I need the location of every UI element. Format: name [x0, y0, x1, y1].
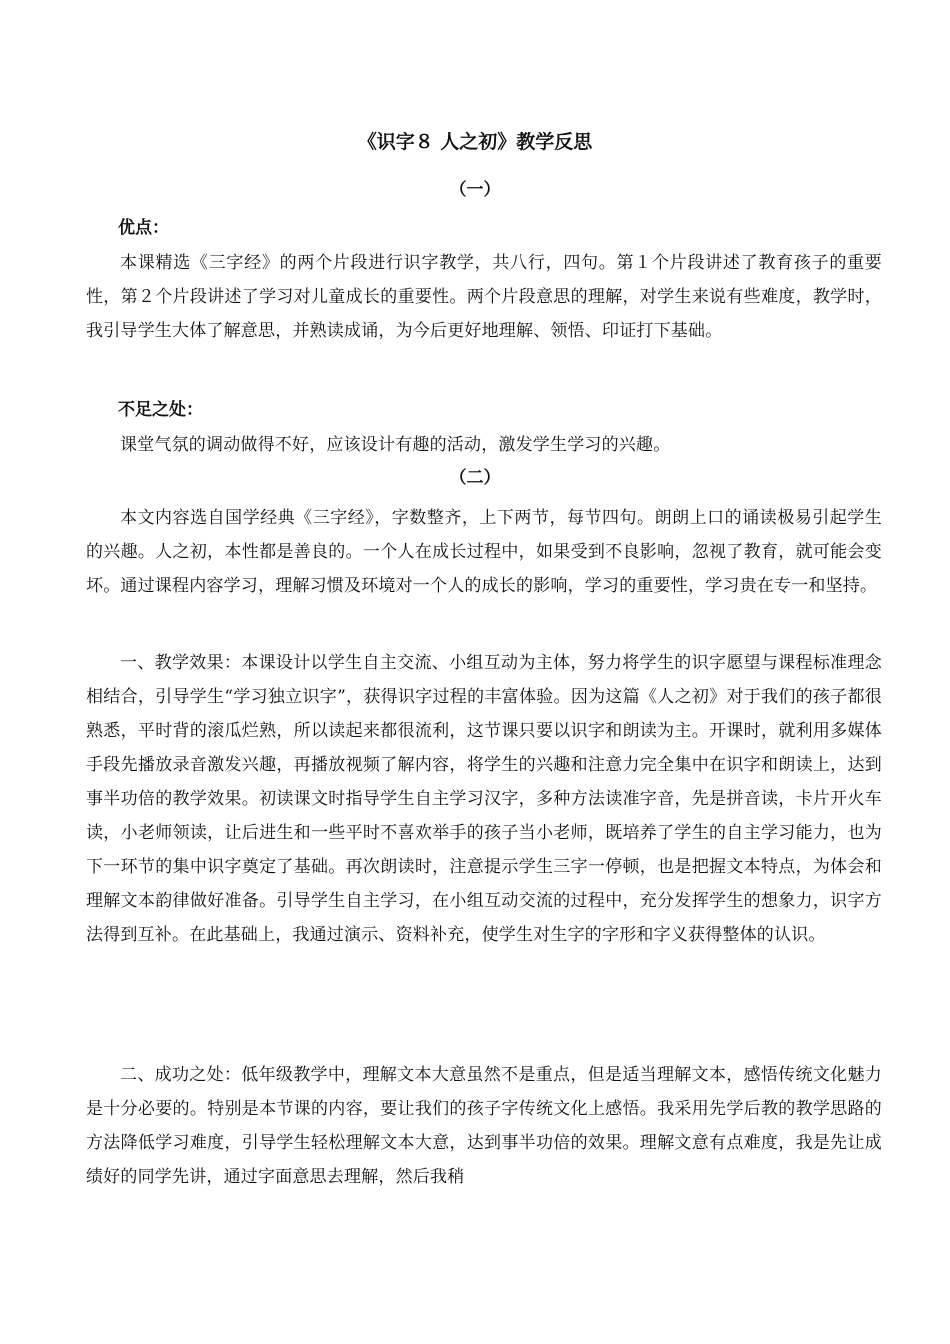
weakness-label: 不足之处： [118, 400, 203, 420]
intro-paragraph: 本文内容选自国学经典《三字经》，字数整齐，上下两节，每节四句。朗朗上口的诵读极易引起学生的兴趣。人之初，本性都是善良的。一个人在成长过程中，如果受到不良影响，忽视了教育，就可能会变坏。通过课程内容学习，理解习惯及环境对一个人的成长的影响，学习的重要性，学习贵在专一和坚持。 [86, 508, 882, 596]
weakness-paragraph: 课堂气氛的调动做得不好，应该设计有趣的活动，激发学生学习的兴趣。 [120, 435, 671, 455]
strengths-paragraph: 本课精选《三字经》的两个片段进行识字教学，共八行，四句。第１个片段讲述了教育孩子的重要性，第２个片段讲述了学习对儿童成长的重要性。两个片段意思的理解，对学生来说有些难度，教学时，我引导学生大体了解意思，并熟读成诵，为今后更好地理解、领悟、印证打下基础。 [86, 253, 882, 341]
document-title: 《识字８ 人之初》教学反思 [357, 131, 593, 153]
success-paragraph: 二、成功之处：低年级教学中，理解文本大意虽然不是重点，但是适当理解文本，感悟传统文化魅力是十分必要的。特别是本节课的内容，要让我们的孩子字传统文化上感悟。我采用先学后教的教学思路的方法降低学习难度，引导学生轻松理解文本大意，达到事半功倍的效果。理解文意有点难度，我是先让成绩好的同学先讲，通过字面意思去理解，然后我稍 [86, 1065, 882, 1187]
teaching-effect-paragraph: 一、教学效果：本课设计以学生自主交流、小组互动为主体，努力将学生的识字愿望与课程标准理念相结合，引导学生“学习独立识字”，获得识字过程的丰富体验。因为这篇《人之初》对于我们的孩子都很熟悉，平时背的滚瓜烂熟，所以读起来都很流利，这节课只要以识字和朗读为主。开课时，就利用多媒体手段先播放录音激发兴趣，再播放视频了解内容，将学生的兴趣和注意力完全集中在识字和朗读上，达到事半功倍的教学效果。初读课文时指导学生自主学习汉字，多种方法读准字音，先是拼音读，卡片开火车读，小老师领读，让后进生和一些平时不喜欢举手的孩子当小老师，既培养了学生的自主学习能力，也为下一环节的集中识字奠定了基础。再次朗读时，注意提示学生三字一停顿，也是把握文本特点，为体会和理解文本韵律做好准备。引导学生自主学习，在小组互动交流的过程中，充分发挥学生的想象力，识字方法得到互补。在此基础上，我通过演示、资料补充，使学生对生字的字形和字义获得整体的认识。 [86, 653, 882, 945]
section-heading-two: （二） [449, 468, 501, 488]
strengths-label: 优点： [118, 218, 169, 238]
section-heading-one: （一） [449, 180, 501, 200]
